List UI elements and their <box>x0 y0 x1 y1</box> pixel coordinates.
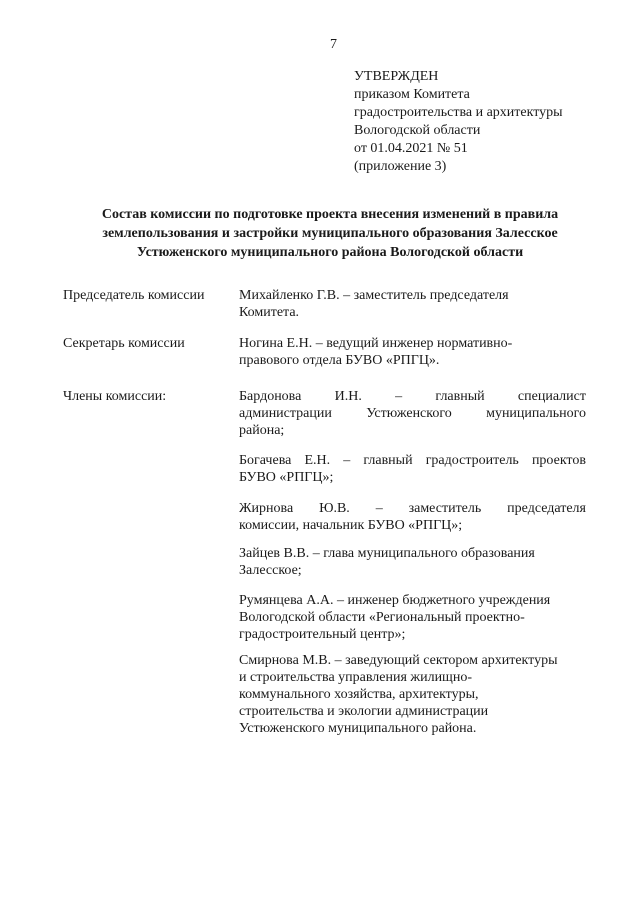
approval-line: приказом Комитета <box>354 87 470 102</box>
member-line: градостроительный центр»; <box>239 627 406 642</box>
description-line: Комитета. <box>239 305 300 320</box>
member-line: района; <box>239 423 285 438</box>
chairman-description <box>239 287 586 321</box>
member-line: Устюженского муниципального района. <box>239 721 477 736</box>
member-word: – <box>375 501 383 516</box>
member-word: заместитель <box>408 501 482 516</box>
member-line: и строительства управления жилищно- <box>239 670 472 685</box>
member-word: председателя <box>507 501 586 516</box>
description-line: Ногина Е.Н. – ведущий инженер нормативно- <box>239 336 513 351</box>
member-entry <box>239 500 586 534</box>
approval-line: от 01.04.2021 № 51 <box>354 141 468 156</box>
description-line: Михайленко Г.В. – заместитель председателя <box>239 288 509 303</box>
member-word: главный <box>435 389 485 404</box>
title-line: землепользования и застройки муниципального образования Залесское <box>102 226 558 241</box>
member-entry <box>239 452 586 486</box>
approval-line: Вологодской области <box>354 123 481 138</box>
member-line <box>239 500 586 517</box>
member-word: Богачева <box>239 453 292 468</box>
member-line <box>239 388 586 405</box>
member-line <box>239 405 586 422</box>
member-line: Залесское; <box>239 563 302 578</box>
member-line: БУВО «РПГЦ»; <box>239 470 334 485</box>
member-word: Устюженского <box>366 406 452 421</box>
member-line: Зайцев В.В. – глава муниципального образования <box>239 546 535 561</box>
member-word: Е.Н. <box>304 453 331 468</box>
members-label: Члены комиссии: <box>63 389 167 404</box>
approval-line: градостроительства и архитектуры <box>354 105 563 120</box>
approval-line: (приложение 3) <box>354 159 447 174</box>
member-word: И.Н. <box>334 389 362 404</box>
page-number: 7 <box>330 37 337 52</box>
member-word: главный <box>363 453 413 468</box>
title-line: Устюженского муниципального района Вологодской области <box>136 245 524 260</box>
member-word: – <box>343 453 351 468</box>
member-word: Бардонова <box>239 389 302 404</box>
member-word: проектов <box>531 453 586 468</box>
member-word: муниципального <box>486 406 586 421</box>
description-line: правового отдела БУВО «РПГЦ». <box>239 353 440 368</box>
secretary-description <box>239 335 586 369</box>
secretary-role: Секретарь комиссии <box>63 336 185 351</box>
member-line: коммунального хозяйства, архитектуры, <box>239 687 479 702</box>
member-line: Вологодской области «Региональный проектно- <box>239 610 525 625</box>
member-entry <box>239 652 586 737</box>
member-entry <box>239 545 586 579</box>
approval-stamp <box>354 68 614 176</box>
member-line: строительства и экологии администрации <box>239 704 489 719</box>
document-title <box>60 205 600 262</box>
member-line <box>239 452 586 469</box>
member-word: администрации <box>239 406 332 421</box>
member-word: специалист <box>517 389 586 404</box>
member-line: Румянцева А.А. – инженер бюджетного учреждения <box>239 593 551 608</box>
chairman-role: Председатель комиссии <box>63 288 205 303</box>
member-entry <box>239 388 586 439</box>
member-entry <box>239 592 586 643</box>
member-word: градостроитель <box>425 453 519 468</box>
member-word: – <box>395 389 403 404</box>
member-word: Жирнова <box>239 501 294 516</box>
title-line: Состав комиссии по подготовке проекта внесения изменений в правила <box>101 207 559 222</box>
approval-line: УТВЕРЖДЕН <box>354 69 439 84</box>
member-line: комиссии, начальник БУВО «РПГЦ»; <box>239 518 463 533</box>
member-line: Смирнова М.В. – заведующий сектором архитектуры <box>239 653 558 668</box>
member-word: Ю.В. <box>319 501 350 516</box>
